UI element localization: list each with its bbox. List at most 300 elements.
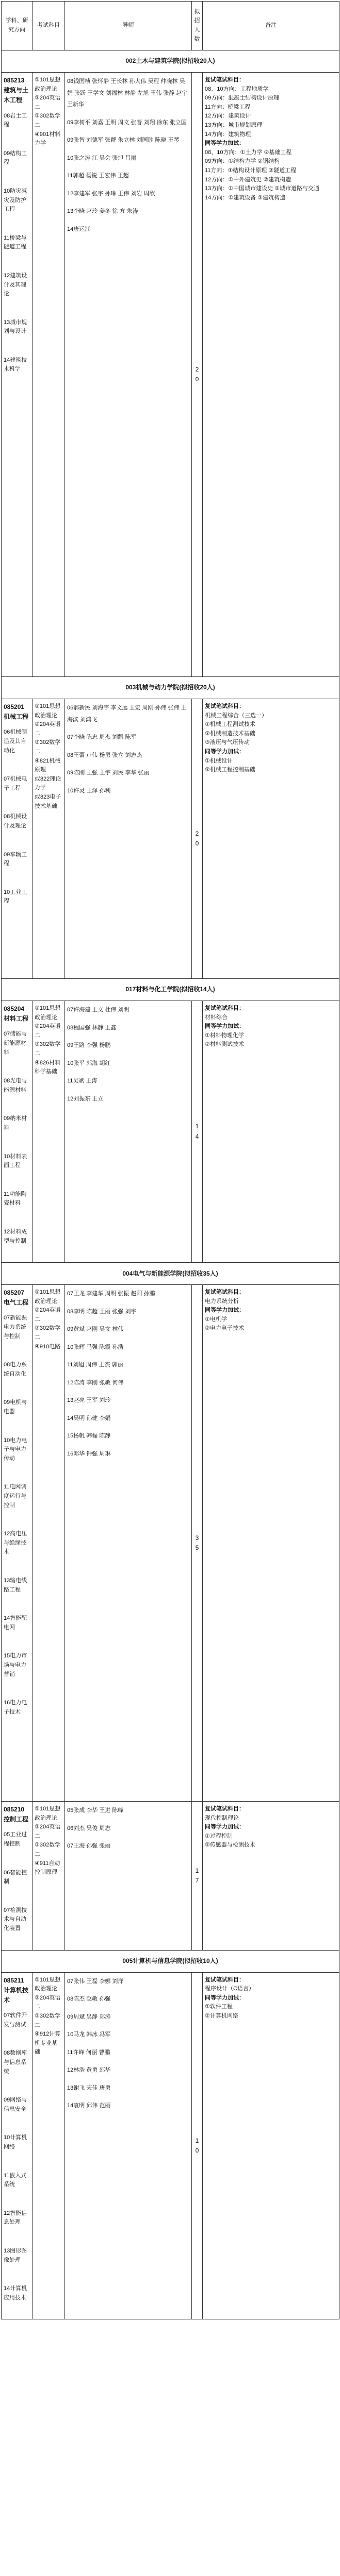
note-heading: 同等学力加试：: [205, 140, 245, 147]
spacer: [4, 181, 30, 187]
note-line: ①电机学: [205, 1316, 227, 1323]
spacer: [67, 1300, 189, 1306]
research-direction: 16电力电子技术: [4, 1700, 27, 1715]
spacer: [4, 1095, 30, 1108]
research-direction: 11桥梁与隧道工程: [4, 234, 27, 250]
spacer: [4, 350, 30, 356]
spacer: [4, 1208, 30, 1222]
supervisor-list: 11吴斌 王涛: [67, 1078, 98, 1084]
spacer: [4, 1849, 30, 1862]
research-direction: 14计算机应用技术: [4, 2285, 27, 2301]
major-cell: [2, 73, 33, 677]
supervisor-list: 07张伟 王磊 李娜 刘洋: [67, 1978, 124, 1985]
header-plan: 拟招人数: [192, 2, 203, 50]
note-line: 程序设计（C语言）: [205, 1986, 254, 1992]
spacer: [4, 2090, 30, 2096]
spacer: [4, 1308, 30, 1314]
spacer: [4, 769, 30, 775]
note-line: ②传感器与检测技术: [205, 1842, 255, 1849]
major-code: 085211计算机技术: [4, 1976, 29, 2004]
notes-cell: [203, 73, 339, 677]
spacer: [4, 1184, 30, 1190]
spacer: [67, 1087, 189, 1093]
spacer: [4, 2076, 30, 2090]
spacer: [4, 2278, 30, 2284]
spacer: [4, 336, 30, 350]
exam-subject: ④910电路: [35, 1343, 61, 1350]
spacer: [4, 1392, 30, 1398]
plan-count: 35: [192, 1285, 203, 1802]
research-direction: 13输电线路工程: [4, 1577, 27, 1593]
exam-subject: ④911自动控制原理: [35, 1860, 60, 1876]
supervisor-list: 08钱国桢 张怀静 王长林 孙大伟 吴程 仲晓林 吴娟 张跃 王学文 刘福林 林静 左旭 王伟 张静 赵宇 王新华: [67, 78, 188, 108]
plan-count: 10: [192, 1972, 203, 2319]
spacer: [4, 1463, 30, 1477]
supervisor-list: 07王海 孙强 张丽: [67, 1843, 111, 1850]
note-line: ②机械工程控制基础: [205, 767, 255, 773]
exam-subject: ②204英语二: [35, 1307, 61, 1323]
spacer: [4, 1477, 30, 1483]
spacer: [67, 2023, 189, 2029]
notes-cell: [203, 1972, 339, 2319]
section-title: 004电气与新能源学院(拟招收35人): [2, 1263, 339, 1285]
note-line: ①机械设计: [205, 757, 233, 764]
spacer: [67, 128, 189, 134]
subjects-cell: [33, 699, 65, 979]
plan-count: 17: [192, 1802, 203, 1951]
spacer: [4, 806, 30, 812]
supervisor-list: 10张平 郭海 胡红: [67, 1060, 111, 1066]
spacer: [67, 1406, 189, 1413]
research-direction: 12材料成型与控制: [4, 1228, 27, 1244]
supervisors-cell: [65, 1285, 192, 1802]
supervisor-list: 05张成 李华 王进 陈峰: [67, 1807, 124, 1814]
spacer: [67, 2112, 189, 2118]
spacer: [4, 1171, 30, 1184]
spacer: [67, 1442, 189, 1448]
research-direction: 09车辆工程: [4, 851, 27, 867]
header-supervisors: 导师: [65, 2, 192, 50]
exam-subject: ③302数学二: [35, 739, 61, 755]
exam-subject: ③302数学二: [35, 1041, 61, 1057]
section-title-row: [2, 50, 339, 73]
program-row: [2, 1285, 339, 1802]
supervisor-list: 06刘杰 吴俊 周志: [67, 1825, 111, 1832]
exam-subject: ②204英语二: [35, 1023, 61, 1039]
research-direction: 12建筑设计及其理论: [4, 272, 27, 297]
supervisor-list: 12刘振东 王立: [67, 1095, 104, 1102]
spacer: [4, 869, 30, 882]
spacer: [4, 1108, 30, 1114]
spacer: [4, 2165, 30, 2172]
research-direction: 14建筑技术科学: [4, 357, 27, 372]
supervisors-cell: [65, 699, 192, 979]
supervisor-list: 07李晓 陈忠 周杰 刘凯 陈军: [67, 734, 137, 741]
exam-subject: ①101思想政治理论: [35, 1806, 61, 1821]
supervisor-list: 10张辉 马强 陈霞 孙浩: [67, 1344, 124, 1350]
note-line: 14方向：①建筑设备 ②建筑构造: [205, 194, 286, 201]
subjects-cell: [33, 73, 65, 677]
exam-subject: ①101思想政治理论: [35, 1976, 61, 1992]
spacer: [4, 228, 30, 234]
research-direction: 10工业工程: [4, 889, 27, 905]
admissions-table: [1, 1, 339, 2319]
supervisor-list: 07许海建 王文 杜伟 刘明: [67, 1007, 129, 1013]
note-heading: 复试笔试科目：: [205, 77, 245, 83]
note-line: ①材料物理化学: [205, 1032, 244, 1039]
note-line: 机械工程综合（三选一）: [205, 712, 267, 719]
exam-subject: ③302数学二: [35, 113, 61, 128]
exam-subject: ④826材料科学基础: [35, 1059, 61, 1075]
spacer: [4, 1246, 30, 1259]
supervisor-list: 12李建军 张宇 孙琳 王伟 刘岩 周欣: [67, 190, 155, 197]
note-line: 09方向：①结构力学 ②钢结构: [205, 158, 280, 165]
supervisor-list: 15杨帆 韩磊 陈静: [67, 1433, 111, 1439]
supervisors-cell: [65, 73, 192, 677]
spacer: [67, 1987, 189, 1993]
supervisor-list: 09周斌 吴静 郑涛: [67, 2013, 111, 2020]
spacer: [4, 1570, 30, 1577]
spacer: [4, 2152, 30, 2165]
research-direction: 09电机与电器: [4, 1399, 27, 1415]
header-notes: 备注: [203, 2, 339, 50]
notes-cell: [203, 1285, 339, 1802]
spacer: [4, 1024, 30, 1030]
notes-cell: [203, 699, 339, 979]
note-line: 13方向：城市规划原理: [205, 122, 263, 128]
spacer: [67, 1852, 189, 1858]
research-direction: 09结构工程: [4, 150, 27, 166]
section-title: 005计算机与信息学院(拟招收10人): [2, 1950, 339, 1972]
research-direction: 08光电与能源材料: [4, 1078, 27, 1093]
major-cell: [2, 1001, 33, 1263]
research-direction: 10防灾减灾及防护工程: [4, 188, 27, 213]
supervisor-list: 12林浩 黄勇 邵华: [67, 2067, 111, 2074]
research-direction: 11功能陶瓷材料: [4, 1191, 27, 1207]
spacer: [67, 1317, 189, 1324]
supervisor-list: 16邓华 钟强 周琳: [67, 1451, 111, 1458]
supervisor-list: 09张智 刘德军 张群 朱立林 刘国胜 陈晓 王琴: [67, 137, 180, 144]
spacer: [4, 1632, 30, 1646]
exam-subject: ②204英语二: [35, 721, 61, 737]
spacer: [4, 214, 30, 228]
major-code: 085213建筑与土木工程: [4, 77, 29, 104]
research-direction: 12高电压与绝缘技术: [4, 1531, 27, 1555]
major-code: 085207电气工程: [4, 1289, 29, 1307]
spacer: [4, 2127, 30, 2133]
note-line: 08、10方向：①土力学 ②基础工程: [205, 149, 292, 156]
admissions-catalog-page: [1, 1, 339, 2319]
supervisor-list: 14唐运江: [67, 226, 91, 232]
spacer: [4, 1510, 30, 1523]
spacer: [4, 252, 30, 265]
section-title-row: [2, 1263, 339, 1285]
exam-subject: ④821机械原理: [35, 757, 61, 773]
spacer: [67, 199, 189, 206]
program-row: [2, 699, 339, 979]
supervisor-list: 08程国强 林静 王鑫: [67, 1024, 117, 1031]
header-subjects: 考试科目: [33, 2, 65, 50]
research-direction: 08岩土工程: [4, 112, 27, 128]
research-direction: 13城市规划与设计: [4, 319, 27, 335]
supervisor-list: 12陈涛 李刚 张敏 何伟: [67, 1379, 124, 1386]
section-title-row: [2, 1950, 339, 1972]
exam-subject: ④901材料力学: [35, 131, 61, 147]
spacer: [67, 2058, 189, 2064]
spacer: [4, 882, 30, 888]
supervisors-cell: [65, 1802, 192, 1951]
spacer: [67, 217, 189, 224]
spacer: [67, 2094, 189, 2100]
spacer: [67, 2041, 189, 2047]
spacer: [4, 1717, 30, 1730]
research-direction: 13图形图像处理: [4, 2247, 27, 2263]
spacer: [67, 111, 189, 117]
research-direction: 11电网调度运行与控制: [4, 1484, 27, 1509]
spacer: [4, 299, 30, 312]
program-row: [2, 1802, 339, 1951]
research-direction: 10材料表面工程: [4, 1153, 27, 1169]
spacer: [4, 1430, 30, 1436]
supervisor-list: 10马龙 韩冰 冯军: [67, 2031, 111, 2038]
spacer: [4, 1646, 30, 1652]
spacer: [4, 1692, 30, 1699]
note-heading: 同等学力加试：: [205, 1023, 245, 1030]
spacer: [4, 312, 30, 318]
research-direction: 07机械电子工程: [4, 776, 27, 791]
supervisor-list: 11郭超 杨锐 王宏伟 王超: [67, 173, 129, 179]
spacer: [67, 1033, 189, 1040]
research-direction: 05工业过程控制: [4, 1832, 27, 1848]
note-line: ②计算机网络: [205, 2013, 238, 2019]
spacer: [4, 143, 30, 149]
note-heading: 同等学力加试：: [205, 1994, 245, 2001]
spacer: [4, 2190, 30, 2203]
exam-subject: ①101思想政治理论: [35, 1005, 61, 1021]
spacer: [67, 779, 189, 785]
spacer: [4, 1222, 30, 1228]
note-line: ①过程控制: [205, 1833, 233, 1839]
table-header-row: [2, 2, 339, 50]
spacer: [4, 755, 30, 769]
note-line: 11方向：①结构设计原理 ②隧道工程: [205, 167, 297, 174]
note-line: ①软件工程: [205, 2004, 233, 2010]
spacer: [4, 2302, 30, 2316]
research-direction: 09纳米材料: [4, 1115, 27, 1131]
spacer: [67, 1105, 189, 1111]
spacer: [4, 1862, 30, 1869]
spacer: [4, 1133, 30, 1146]
spacer: [67, 761, 189, 767]
spacer: [4, 106, 30, 112]
supervisor-list: 09黄斌 赵刚 吴文 林伟: [67, 1326, 124, 1333]
research-direction: 09网络与信息安全: [4, 2097, 27, 2112]
spacer: [4, 1608, 30, 1614]
note-line: ②机械制造技术基础: [205, 730, 255, 737]
research-direction: 10电力电子与电力传动: [4, 1437, 27, 1462]
exam-subject: ①101思想政治理论: [35, 703, 61, 719]
research-direction: 08数据库与信息系统: [4, 2050, 27, 2075]
research-direction: 06智能控制: [4, 1869, 27, 1885]
supervisor-list: 11刘旭 周伟 王杰 郭丽: [67, 1362, 123, 1368]
supervisor-list: 09李树平 刘嘉 王明 周文 张晋 刘翔 徐东 张立国: [67, 119, 187, 126]
spacer: [4, 2265, 30, 2278]
exam-subject: ①101思想政治理论: [35, 77, 61, 92]
program-row: [2, 1001, 339, 1263]
research-direction: 08电力系统自动化: [4, 1362, 27, 1377]
spacer: [4, 1523, 30, 1530]
note-heading: 复试笔试科目：: [205, 1005, 245, 1011]
spacer: [67, 1069, 189, 1075]
supervisor-list: 14吴明 孙健 李娟: [67, 1415, 111, 1421]
note-heading: 复试笔试科目：: [205, 703, 245, 709]
spacer: [67, 1460, 189, 1466]
spacer: [67, 796, 189, 803]
spacer: [4, 2114, 30, 2127]
exam-subject: ③302数学二: [35, 1325, 61, 1341]
subjects-cell: [33, 1972, 65, 2319]
supervisor-list: 13赵亮 王军 刘玲: [67, 1397, 111, 1404]
major-cell: [2, 1285, 33, 1802]
note-line: 现代控制理论: [205, 1815, 239, 1821]
subjects-cell: [33, 1802, 65, 1951]
spacer: [67, 1834, 189, 1840]
section-title: 003机械与动力学院(拟招收20人): [2, 677, 339, 699]
note-line: 08、10方向：工程地质学: [205, 86, 269, 92]
note-line: ③液压与气压传动: [205, 739, 250, 746]
research-direction: 07检测技术与自动化装置: [4, 1907, 27, 1932]
spacer: [67, 743, 189, 750]
supervisors-cell: [65, 1972, 192, 2319]
supervisors-cell: [65, 1001, 192, 1263]
exam-subject: ③302数学二: [35, 2013, 61, 2028]
spacer: [67, 725, 189, 732]
spacer: [4, 831, 30, 844]
supervisor-list: 08王蕾 卢伟 杨勇 张立 刘志杰: [67, 752, 142, 758]
notes-cell: [203, 1001, 339, 1263]
program-row: [2, 73, 339, 677]
note-heading: 复试笔试科目：: [205, 1806, 245, 1812]
spacer: [4, 265, 30, 272]
note-line: 电力系统分析: [205, 1298, 239, 1304]
spacer: [4, 2241, 30, 2247]
spacer: [4, 1887, 30, 1900]
spacer: [67, 2076, 189, 2082]
exam-subject: ①101思想政治理论: [35, 1289, 61, 1304]
exam-subject: ②204英语二: [35, 1994, 61, 2010]
note-line: ①机械工程测试技术: [205, 721, 255, 728]
supervisor-list: 10许灵 王泽 孙利: [67, 787, 111, 794]
note-line: 11方向：桥梁工程: [205, 104, 251, 110]
spacer: [67, 1388, 189, 1395]
supervisor-list: 10张之涛 江 吴会 张旭 吕丽: [67, 155, 137, 161]
note-line: 09方向：混凝土结构设计原理: [205, 95, 280, 101]
spacer: [4, 793, 30, 806]
section-title: 017材料与化工学院(拟招收14人): [2, 979, 339, 1001]
spacer: [4, 1057, 30, 1071]
spacer: [4, 167, 30, 181]
subjects-cell: [33, 1285, 65, 1802]
note-heading: 同等学力加试：: [205, 1824, 245, 1831]
major-cell: [2, 699, 33, 979]
spacer: [67, 1817, 189, 1823]
note-heading: 同等学力加试：: [205, 1307, 245, 1314]
note-line: ②材料测试技术: [205, 1041, 244, 1048]
plan-count: 20: [192, 699, 203, 979]
spacer: [4, 2043, 30, 2049]
plan-count: 14: [192, 1001, 203, 1263]
spacer: [4, 906, 30, 920]
research-direction: 11嵌入式系统: [4, 2172, 27, 2188]
spacer: [4, 1341, 30, 1354]
supervisor-list: 06郝新民 刘海宇 李文远 王宏 周刚 孙伟 张伟 王海滨 刘鸿飞: [67, 705, 187, 723]
spacer: [67, 164, 189, 170]
note-line: 材料综合: [205, 1014, 228, 1021]
exam-subject: 或822理论力学: [35, 775, 61, 791]
spacer: [4, 1354, 30, 1361]
supervisor-list: 08李明 陈超 王丽 张强 刘宇: [67, 1308, 137, 1315]
spacer: [4, 1417, 30, 1430]
spacer: [4, 1679, 30, 1692]
spacer: [4, 1379, 30, 1392]
spacer: [4, 2227, 30, 2241]
spacer: [67, 182, 189, 188]
spacer: [4, 1595, 30, 1608]
exam-subject: ③302数学二: [35, 1842, 61, 1858]
research-direction: 07储能与新能源材料: [4, 1031, 27, 1056]
spacer: [67, 1353, 189, 1359]
exam-subject: ②204英语二: [35, 1824, 61, 1839]
program-row: [2, 1972, 339, 2319]
note-heading: 同等学力加试：: [205, 748, 245, 755]
supervisor-list: 09王路 李强 杨鹏: [67, 1042, 111, 1049]
section-title-row: [2, 677, 339, 699]
supervisor-list: 07王龙 李建华 周明 张振 赵阳 孙鹏: [67, 1291, 155, 1297]
spacer: [67, 1335, 189, 1342]
exam-subject: ④912计算机专业基础: [35, 2031, 61, 2056]
exam-subject: ②204英语二: [35, 95, 61, 110]
spacer: [67, 146, 189, 152]
spacer: [4, 1900, 30, 1906]
spacer: [67, 1424, 189, 1430]
spacer: [67, 1016, 189, 1022]
note-line: 13方向：①中国城市建设史 ②城市道路与交通: [205, 185, 320, 192]
spacer: [4, 722, 30, 728]
note-heading: 复试笔试科目：: [205, 1976, 245, 1983]
spacer: [4, 2203, 30, 2209]
supervisor-list: 14袁明 邱伟 范丽: [67, 2103, 111, 2109]
note-line: 14方向：建筑物理: [205, 131, 251, 138]
spacer: [4, 1071, 30, 1077]
spacer: [67, 235, 189, 241]
exam-subject: 或823电子技术基础: [35, 793, 61, 809]
note-line: ②电力电子技术: [205, 1325, 244, 1332]
note-line: 12方向：①中外建筑史 ②建筑构造: [205, 176, 292, 183]
spacer: [4, 1146, 30, 1153]
supervisor-list: 08陈杰 赵敏 孙强: [67, 1996, 111, 2003]
notes-cell: [203, 1802, 339, 1951]
spacer: [4, 2005, 30, 2011]
spacer: [67, 1371, 189, 1377]
section-title-row: [2, 979, 339, 1001]
major-cell: [2, 1972, 33, 2319]
research-direction: 08机械设计及理论: [4, 814, 27, 829]
note-heading: 复试笔试科目：: [205, 1289, 245, 1296]
spacer: [67, 1052, 189, 1058]
supervisor-list: 13谢飞 宋佳 唐勇: [67, 2084, 111, 2091]
plan-count: 20: [192, 73, 203, 677]
spacer: [67, 2005, 189, 2011]
